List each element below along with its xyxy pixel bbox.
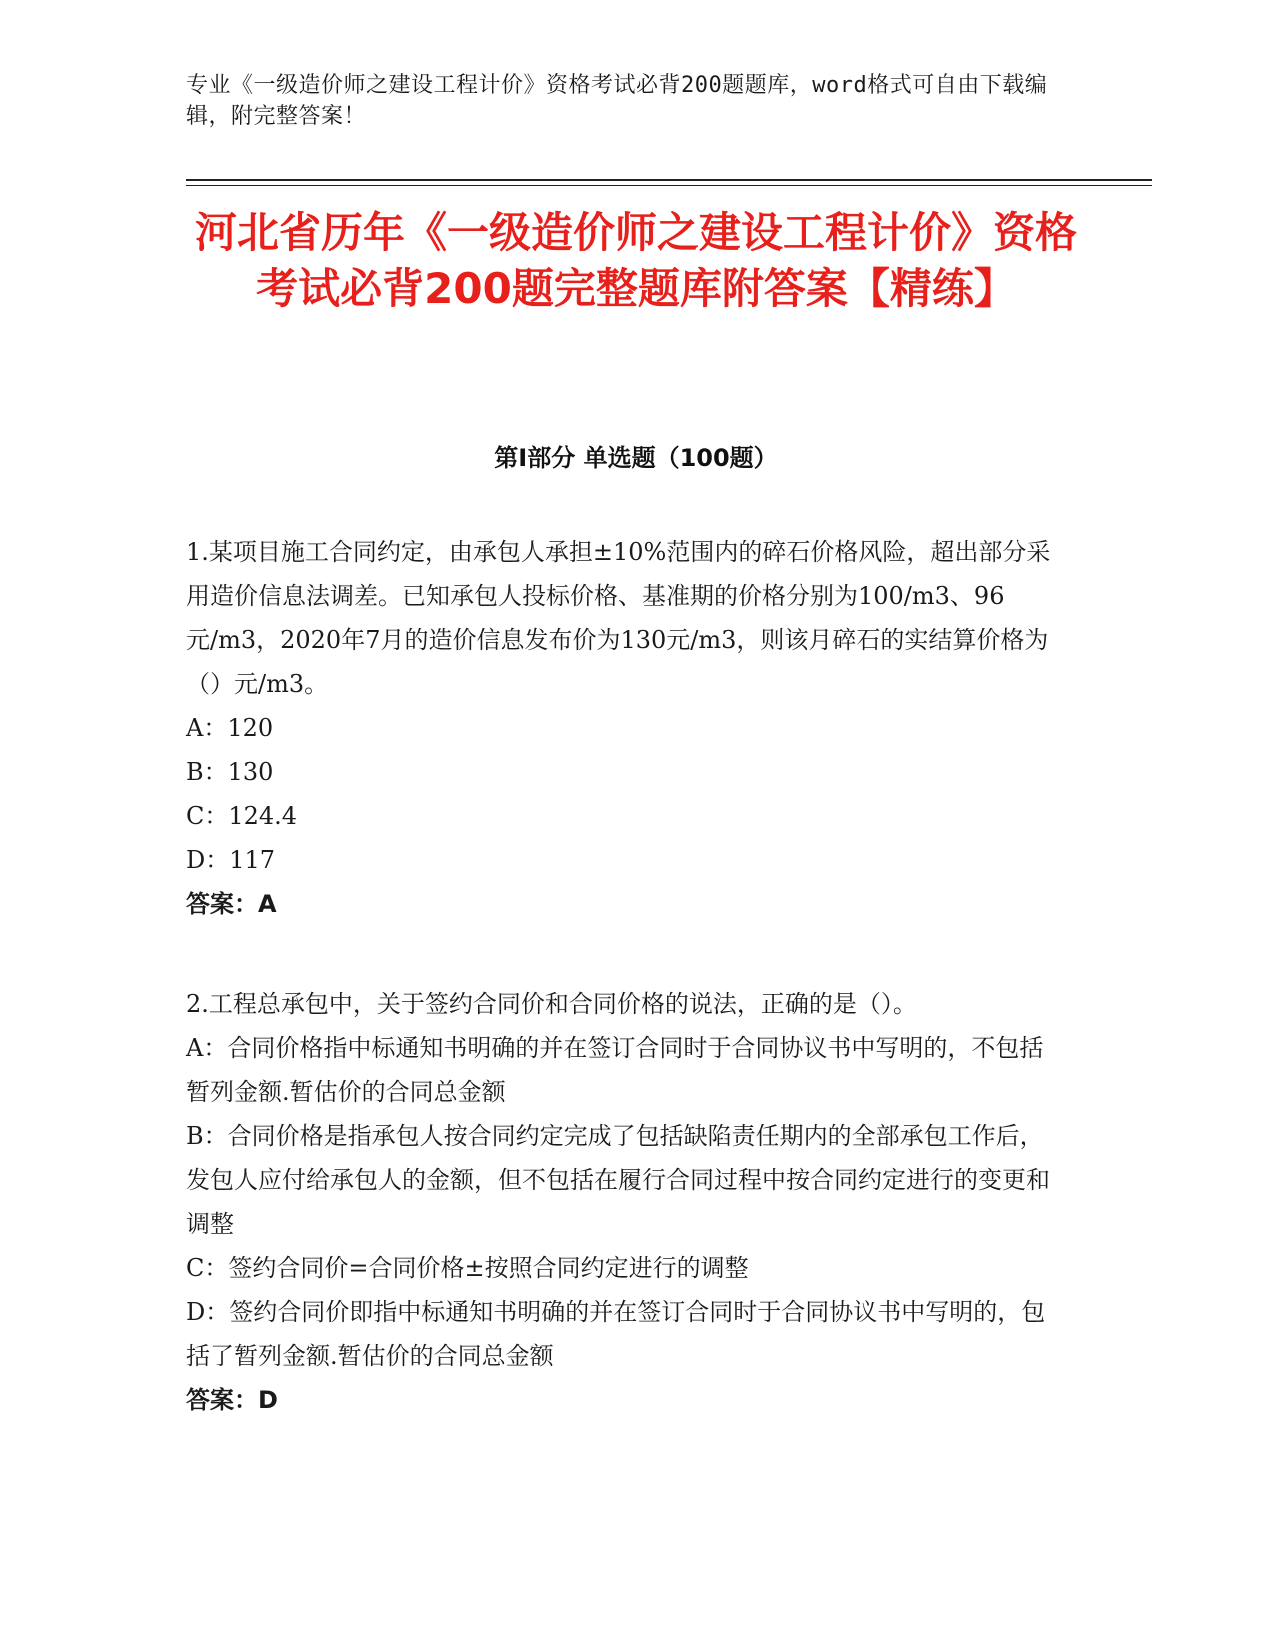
answer-line: 答案：A xyxy=(186,890,277,918)
header-rule-thin xyxy=(186,185,1152,186)
document-title: 河北省历年《一级造价师之建设工程计价》资格考试必背200题完整题库附答案【精练】 xyxy=(194,208,1077,313)
option-a: A：120 xyxy=(186,714,274,742)
option-d: D：117 xyxy=(186,846,276,874)
header-rule-thick xyxy=(186,179,1152,181)
option-c: C：签约合同价=合同价格±按照合同约定进行的调整 xyxy=(186,1254,749,1282)
option-b: B：130 xyxy=(186,758,274,786)
option-c: C：124.4 xyxy=(186,802,298,830)
question-stem: 1.某项目施工合同约定，由承包人承担±10%范围内的碎石价格风险，超出部分采用造价信息法调差。已知承包人投标价格、基准期的价格分别为100/m3、96元/m3，2020年7月的造价信息发布价为130元/m3，则该月碎石的实结算价格为（）元/m3。 xyxy=(186,538,1051,698)
option-d: D：签约合同价即指中标通知书明确的并在签订合同时于合同协议书中写明的，包括了暂列金额.暂估价的合同总金额 xyxy=(186,1298,1046,1370)
header-note: 专业《一级造价师之建设工程计价》资格考试必背200题题库，word格式可自由下载编辑，附完整答案！ xyxy=(186,73,1048,129)
section-heading: 第I部分 单选题（100题） xyxy=(494,444,778,472)
answer-line: 答案：D xyxy=(186,1386,278,1414)
option-a: A：合同价格指中标通知书明确的并在签订合同时于合同协议书中写明的，不包括暂列金额.暂估价的合同总金额 xyxy=(186,1034,1044,1106)
question-stem: 2.工程总承包中，关于签约合同价和合同价格的说法，正确的是（）。 xyxy=(186,990,917,1018)
question-1 xyxy=(186,530,1066,926)
option-b: B：合同价格是指承包人按合同约定完成了包括缺陷责任期内的全部承包工作后，发包人应付给承包人的金额，但不包括在履行合同过程中按合同约定进行的变更和调整 xyxy=(186,1122,1050,1238)
question-2 xyxy=(186,982,1066,1422)
